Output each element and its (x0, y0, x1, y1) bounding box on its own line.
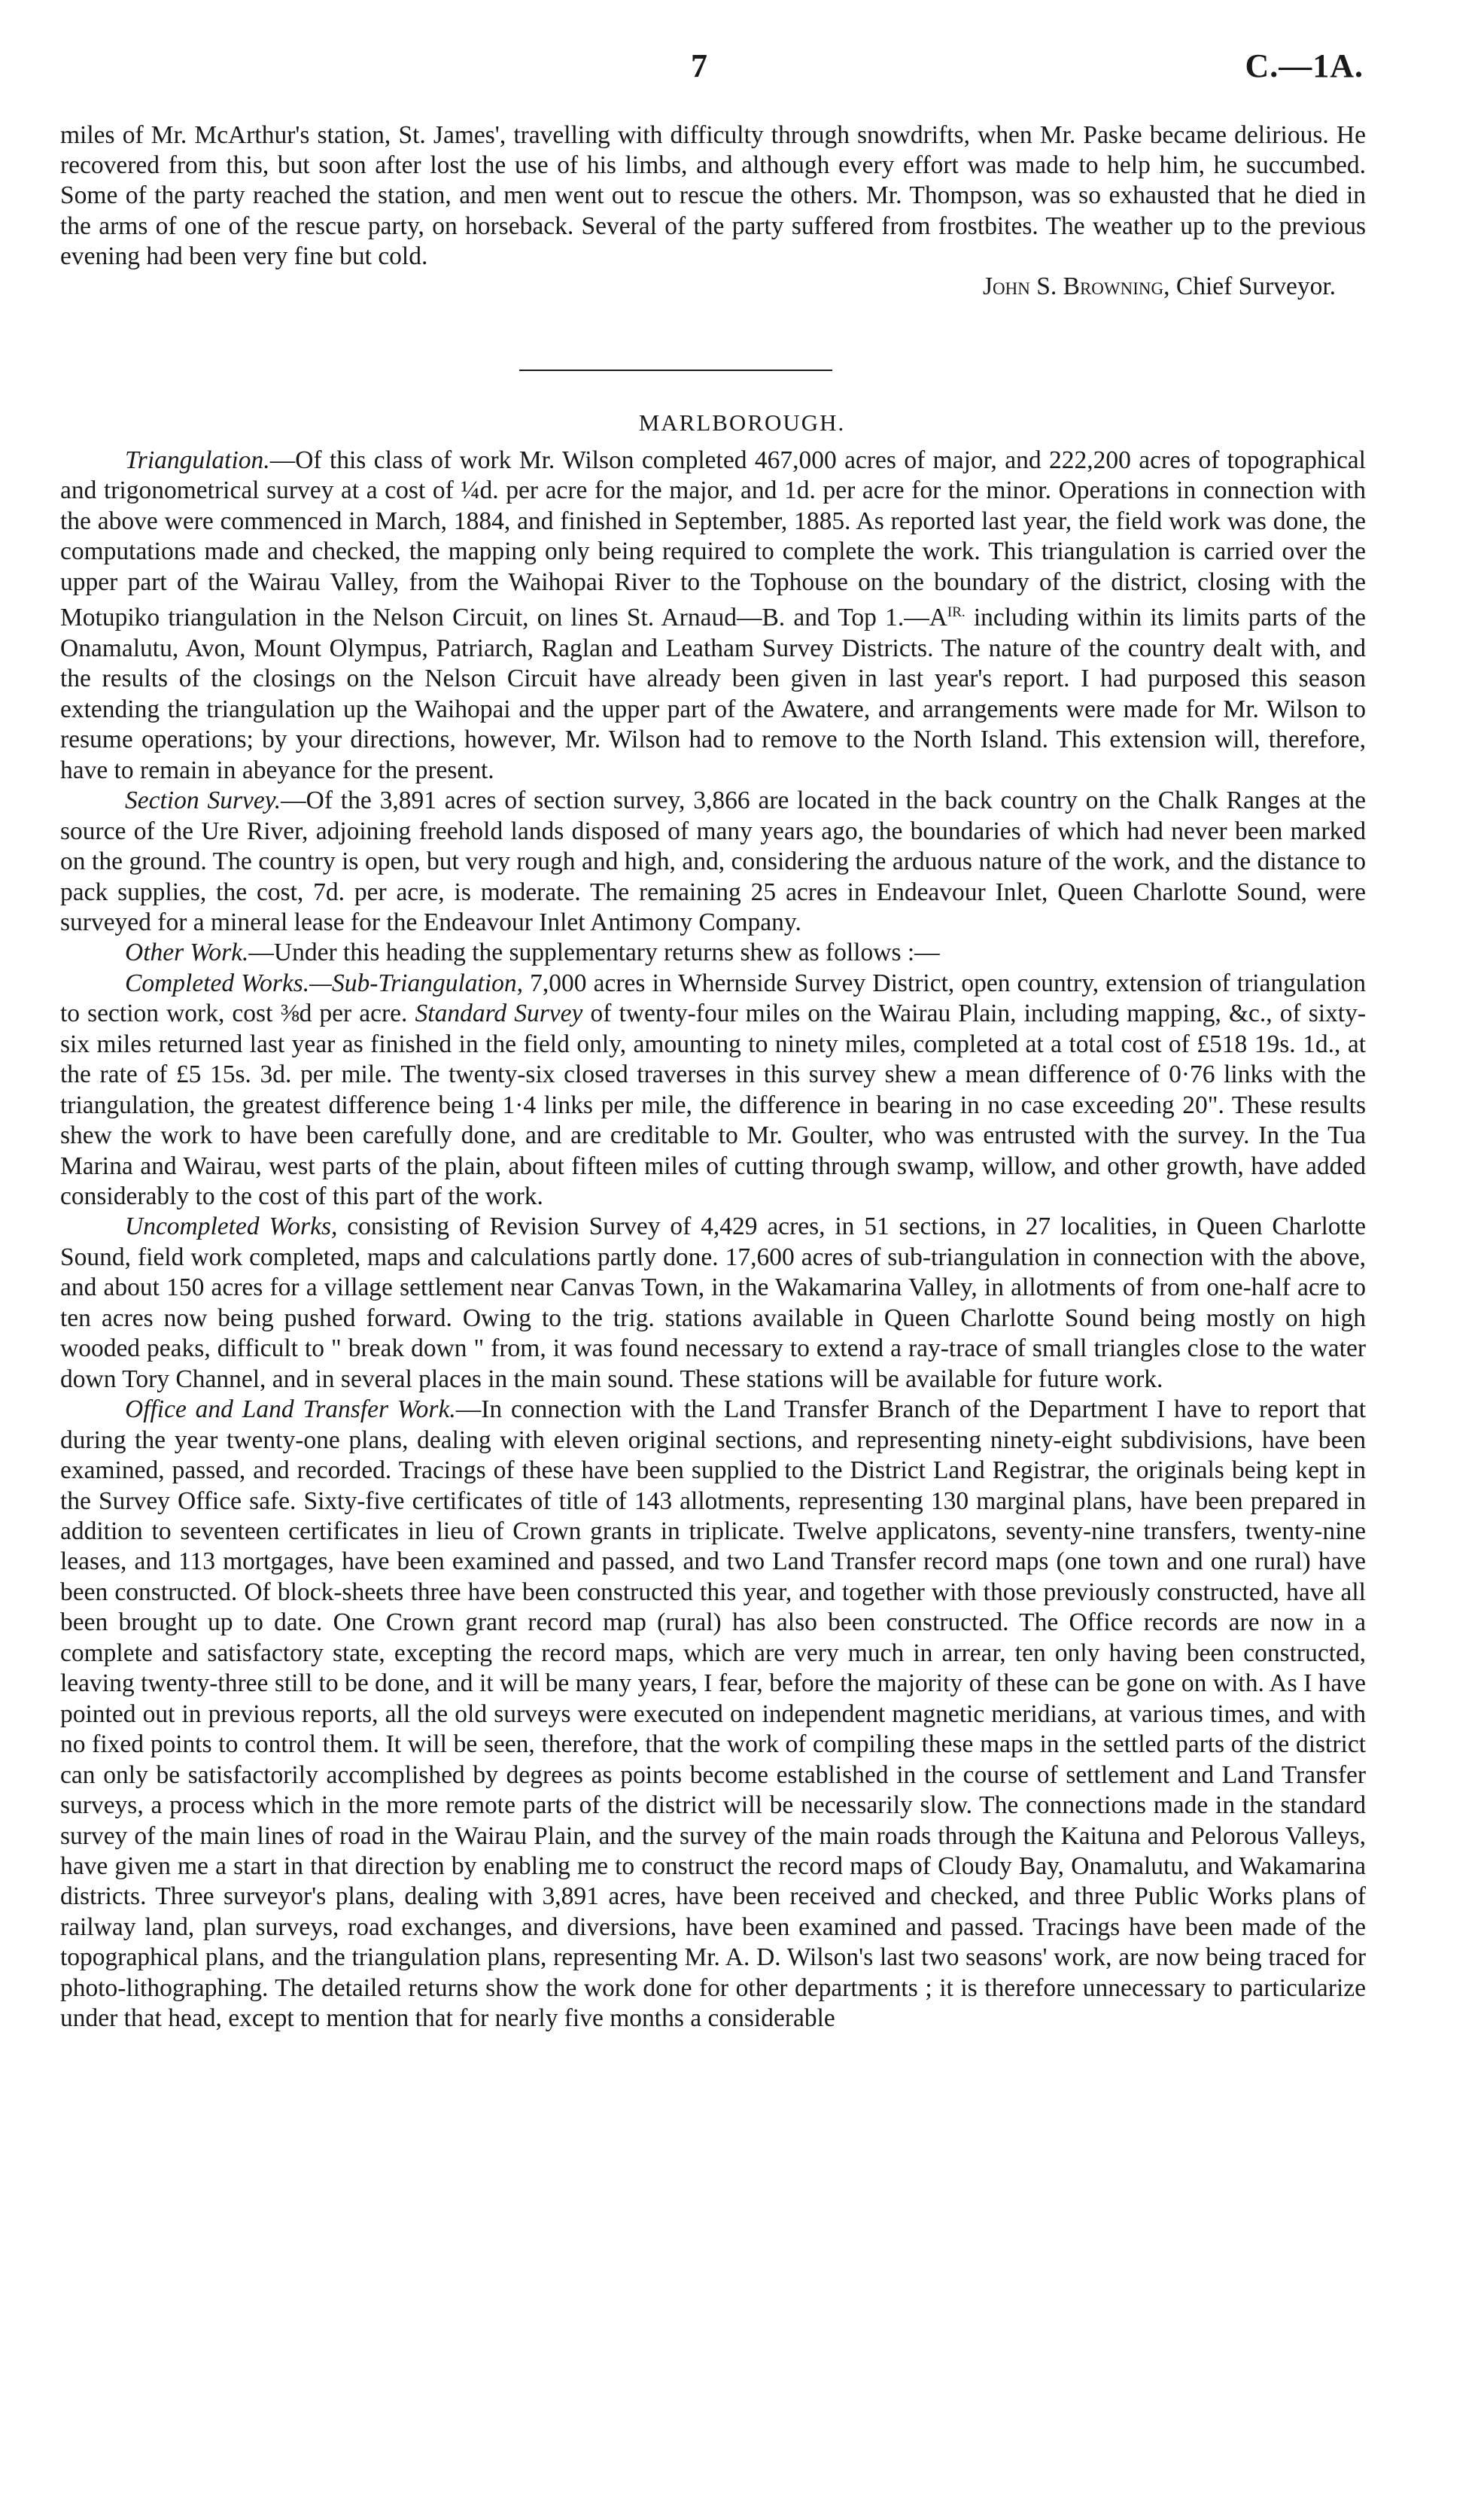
triangulation-superscript: IR. (947, 604, 966, 621)
signature (60, 272, 1366, 302)
signature-title: Chief Surveyor. (1175, 272, 1336, 301)
section-survey-text: —Of the 3,891 acres of section survey, 3,866 are located in the back country on the Chalk Ranges at the source of the Ure River, adjoining freehold lands disposed of many years ago, the boundaries of which had never been marked on the ground. The country is open, but very rough and high, and, considering the arduous nature of the work, and the distance to pack supplies, the cost, 7d. per acre, is moderate. The remaining 25 acres in Endeavour Inlet, Queen Charlotte Sound, were surveyed for a mineral lease for the Endeavour Inlet Antimony Company. (60, 787, 1367, 936)
page-number: 7 (691, 47, 707, 84)
completed-works-text-1: 7,000 acres in Whernside Survey District, open country, extension of triangulation to section work, cost ⅜d per acre. (60, 969, 1367, 1028)
section-survey-paragraph (60, 786, 1366, 938)
uncompleted-works-text: consisting of Revision Survey of 4,429 acres, in 51 sections, in 27 localities, in Queen Charlotte Sound, field work completed, maps and calculations partly done. 17,600 acres of sub-triangulation in connection with the above, and about 150 acres for a village settlement near Canvas Town, in the Wakamarina Valley, in allotments of from one-half acre to ten acres now being pushed forward. Owing to the trig. stations available in Queen Charlotte Sound being mostly on high wooded peaks, difficult to " break down " from, it was found necessary to extend a ray-trace of small triangles close to the water down Tory Channel, and in several places in the main sound. These stations will be available for future work. (60, 1212, 1366, 1393)
completed-works-text-2: of twenty-four miles on the Wairau Plain, including mapping, &c., of sixty-six miles returned last year as finished in the field only, amounting to ninety miles, completed at a total cost of £518 19s. 1d., at the rate of £5 15s. 3d. per mile. The twenty-six closed traverses in this survey shew a mean difference of 0·76 links with the triangulation, the greatest difference being 1·4 links per mile, the difference in bearing in no case exceeding 20". These results shew the work to have been carefully done, and are creditable to Mr. Goulter, who was entrusted with the survey. In the Tua Marina and Wairau, west parts of the plain, about fifteen miles of cutting through swamp, willow, and other growth, have added considerably to the cost of this part of the work. (60, 1000, 1367, 1211)
office-work-paragraph (60, 1395, 1366, 2034)
other-work-text: —Under this heading the supplementary returns shew as follows :— (248, 939, 940, 967)
signature-name: John S. Browning, (982, 272, 1170, 301)
triangulation-text-2: including within its limits parts of the Onamalutu, Avon, Mount Olympus, Patriarch, Raglan and Leatham Survey Districts. The nature of the country dealt with, and the results of the closings on the Nelson Circuit have already been given in last year's report. I had purposed this season extending the triangulation up the Waihopai and the upper part of the Awatere, and arrangements were made for Mr. Wilson to resume operations; by your directions, however, Mr. Wilson had to remove to the North Island. This extension will, therefore, have to remain in abeyance for the present. (60, 604, 1366, 784)
uncompleted-works-paragraph (60, 1212, 1366, 1395)
uncompleted-works-heading: Uncompleted Works, (125, 1212, 338, 1241)
triangulation-text-1: —Of this class of work Mr. Wilson completed 467,000 acres of major, and 222,200 acres of topographical and trigonometrical survey at a cost of ¼d. per acre for the major, and 1d. per acre for the minor. Operations in connection with the above were commenced in March, 1884, and finished in September, 1885. As reported last year, the field work was done, the computations made and checked, the mapping only being required to complete the work. This triangulation is carried over the upper part of the Wairau Valley, from the Waihopai River to the Tophouse on the boundary of the district, closing with the Motupiko triangulation in the Nelson Circuit, on lines St. Arnaud—B. and Top 1.—A (60, 446, 1366, 632)
completed-works-heading: Completed Works.—Sub-Triangulation, (125, 969, 524, 997)
standard-survey-heading: Standard Survey (415, 1000, 583, 1028)
triangulation-paragraph (60, 446, 1366, 786)
completed-works-paragraph (60, 969, 1366, 1212)
intro-block (60, 120, 1366, 302)
other-work-heading: Other Work. (125, 939, 249, 967)
section-survey-heading: Section Survey. (125, 787, 281, 815)
office-work-heading: Office and Land Transfer Work. (125, 1395, 456, 1424)
intro-paragraph: miles of Mr. McArthur's station, St. James', travelling with difficulty through snowdrifts, when Mr. Paske became delirious. He recovered from this, but soon after lost the use of his limbs, and although every effort was made to help him, he succumbed. Some of the party reached the station, and men went out to rescue the others. Mr. Thompson, was so exhausted that he died in the arms of one of the rescue party, on horseback. Several of the party suffered from frostbites. The weather up to the previous evening had been very fine but cold. (60, 121, 1366, 270)
marlborough-section (60, 446, 1366, 2034)
section-title: MARLBOROUGH. (638, 409, 846, 436)
section-divider (519, 370, 832, 371)
page-header (0, 47, 1484, 92)
triangulation-heading: Triangulation. (125, 446, 270, 474)
office-work-text: —In connection with the Land Transfer Branch of the Department I have to report that during the year twenty-one plans, dealing with eleven original sections, and representing ninety-eight subdivisions, have been examined, passed, and recorded. Tracings of these have been supplied to the District Land Registrar, the originals being kept in the Survey Office safe. Sixty-five certificates of title of 143 allotments, representing 130 marginal plans, have been prepared in addition to seventeen certificates in lieu of Crown grants in triplicate. Twelve applicatons, seventy-nine transfers, twenty-nine leases, and 113 mortgages, have been examined and passed, and two Land Transfer record maps (one town and one rural) have been constructed. Of block-sheets three have been constructed this year, and together with those previously constructed, have all been brought up to date. One Crown grant record map (rural) has also been constructed. The Office records are now in a complete and satisfactory state, excepting the record maps, which are very much in arrear, ten only having been constructed, leaving twenty-three still to be done, and it will be many years, I fear, before the majority of these can be gone on with. As I have pointed out in previous reports, all the old surveys were executed on independent magnetic meridians, at various times, and with no fixed points to control them. It will be seen, therefore, that the work of compiling these maps in the settled parts of the district can only be satisfactorily accomplished by degrees as points become established in the course of settlement and Land Transfer surveys, a process which in the more remote parts of the district will be necessarily slow. The connections made in the standard survey of the main lines of road in the Wairau Plain, and the survey of the main roads through the Kaituna and Pelorous Valleys, have given me a start in that direction by enabling me to construct the record maps of Cloudy Bay, Onamalutu, and Wakamarina districts. Three surveyor's plans, dealing with 3,891 acres, have been received and checked, and three Public Works plans of railway land, plan surveys, road exchanges, and diversions, have been examined and passed. Tracings have been made of the topographical plans, and the triangulation plans, representing Mr. A. D. Wilson's last two seasons' work, are now being traced for photo-lithographing. The detailed returns show the work done for other departments ; it is therefore unnecessary to particularize under that head, except to mention that for nearly five months a considerable (60, 1395, 1366, 2033)
document-reference: C.—1A. (1245, 47, 1364, 84)
other-work-paragraph (60, 938, 1366, 968)
